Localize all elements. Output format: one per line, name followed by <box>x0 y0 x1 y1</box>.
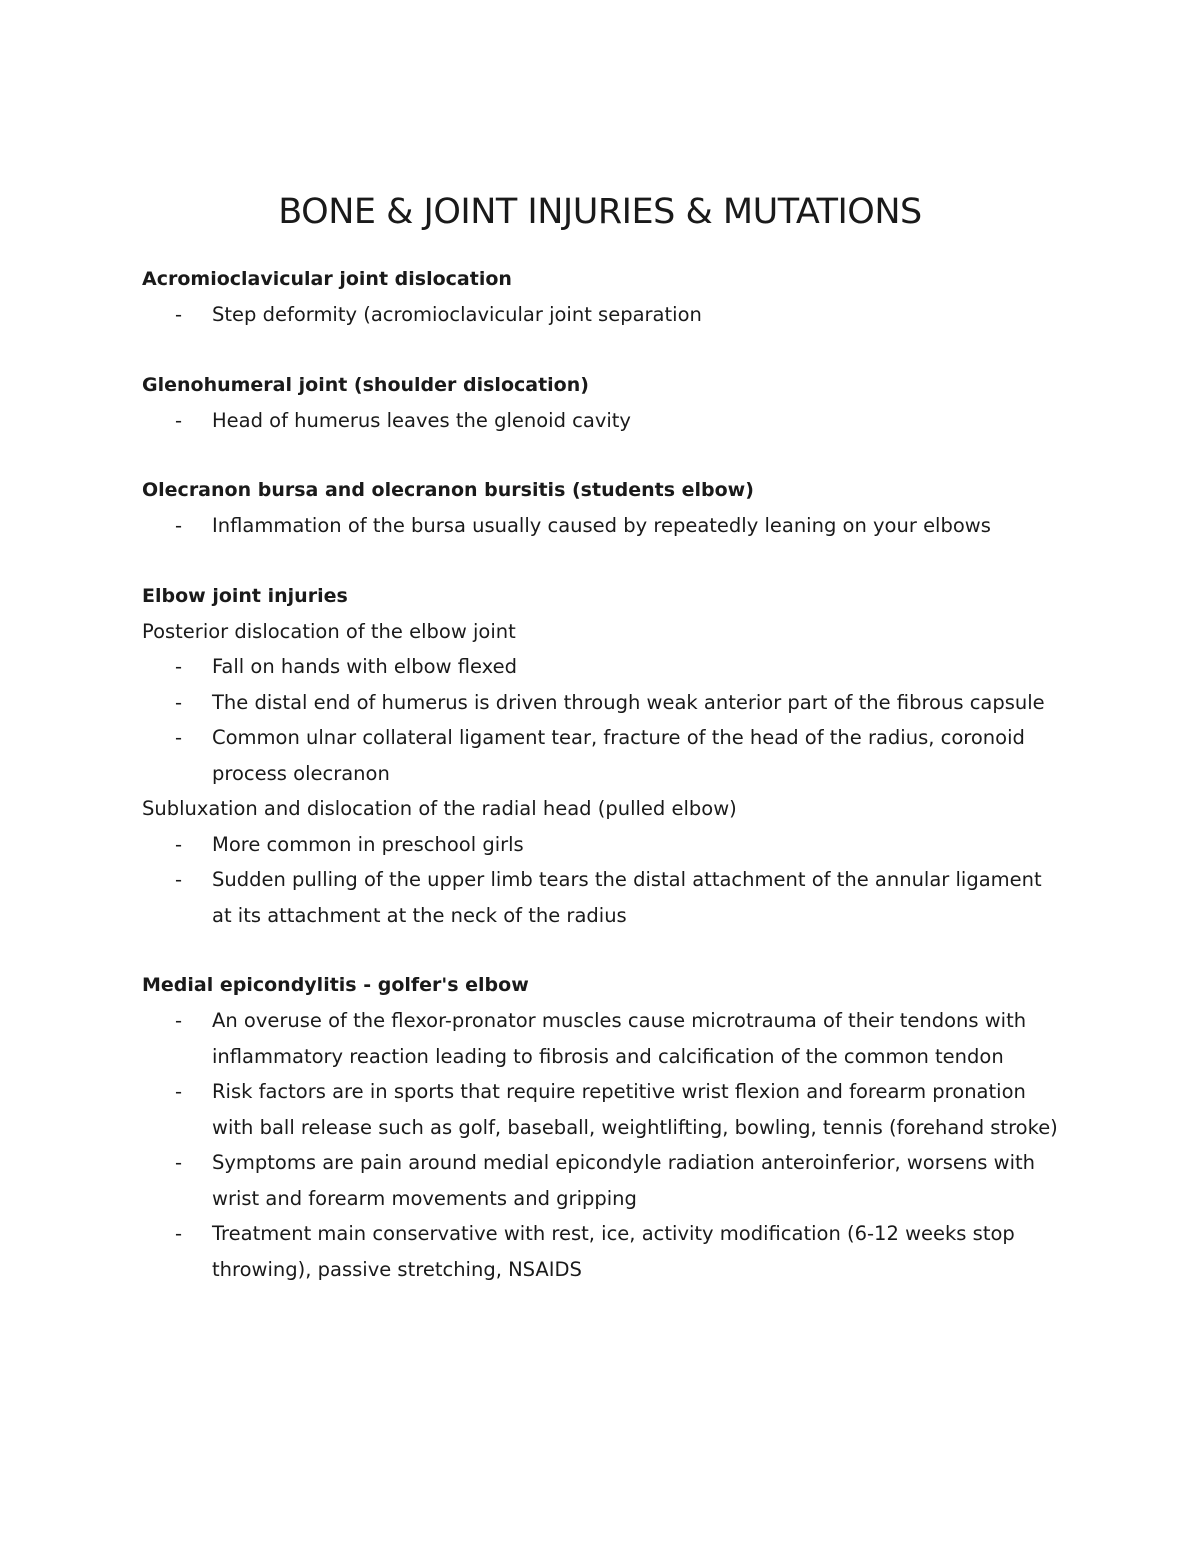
list-item: - Risk factors are in sports that require repetitive wrist flexion and forearm pronation with ball release such as golf, baseball, weightlifting, bowling, tennis (forehand stroke) <box>142 1074 1062 1145</box>
list-item: - Symptoms are pain around medial epicondyle radiation anteroinferior, worsens with wrist and forearm movements and gripping <box>142 1145 1062 1216</box>
section-heading: Medial epicondylitis - golfer's elbow <box>142 974 529 996</box>
list-item: - Treatment main conservative with rest, ice, activity modification (6-12 weeks stop throwing), passive stretching, NSAIDS <box>142 1216 1062 1287</box>
list-item: - Head of humerus leaves the glenoid cavity <box>142 403 1062 439</box>
list-item: - More common in preschool girls <box>142 827 1062 863</box>
list-item: - Sudden pulling of the upper limb tears the distal attachment of the annular ligament at its attachment at the neck of the radius <box>142 862 1062 933</box>
list-item: - Inflammation of the bursa usually caused by repeatedly leaning on your elbows <box>142 508 1062 544</box>
subsection-heading: Subluxation and dislocation of the radial head (pulled elbow) <box>142 797 737 820</box>
section-heading: Glenohumeral joint (shoulder dislocation) <box>142 373 589 396</box>
page-title: BONE & JOINT INJURIES & MUTATIONS <box>278 192 922 232</box>
bullet-list <box>142 297 1062 333</box>
list-item: - An overuse of the flexor-pronator muscles cause microtrauma of their tendons with inflammatory reaction leading to fibrosis and calcification of the common tendon <box>142 1003 1062 1074</box>
list-item: - The distal end of humerus is driven through weak anterior part of the fibrous capsule <box>142 685 1062 721</box>
subsection-heading: Posterior dislocation of the elbow joint <box>142 619 516 643</box>
list-item: - Step deformity (acromioclavicular joint separation <box>142 297 1062 333</box>
bullet-list <box>142 827 1062 934</box>
section-ac-joint <box>142 262 1062 333</box>
bullet-list <box>142 403 1062 439</box>
bullet-list <box>142 508 1062 544</box>
section-elbow-injuries <box>142 579 1062 934</box>
list-item: - Common ulnar collateral ligament tear, fracture of the head of the radius, coronoid process olecranon <box>142 720 1062 791</box>
document-page <box>142 190 1062 1322</box>
bullet-list <box>142 1003 1062 1287</box>
section-medial-epicondylitis <box>142 968 1062 1287</box>
section-heading: Olecranon bursa and olecranon bursitis (students elbow) <box>142 479 754 501</box>
section-olecranon <box>142 473 1062 544</box>
section-heading: Elbow joint injuries <box>142 584 348 607</box>
section-glenohumeral <box>142 368 1062 439</box>
section-heading: Acromioclavicular joint dislocation <box>142 268 512 290</box>
bullet-list <box>142 649 1062 791</box>
list-item: - Fall on hands with elbow flexed <box>142 649 1062 685</box>
